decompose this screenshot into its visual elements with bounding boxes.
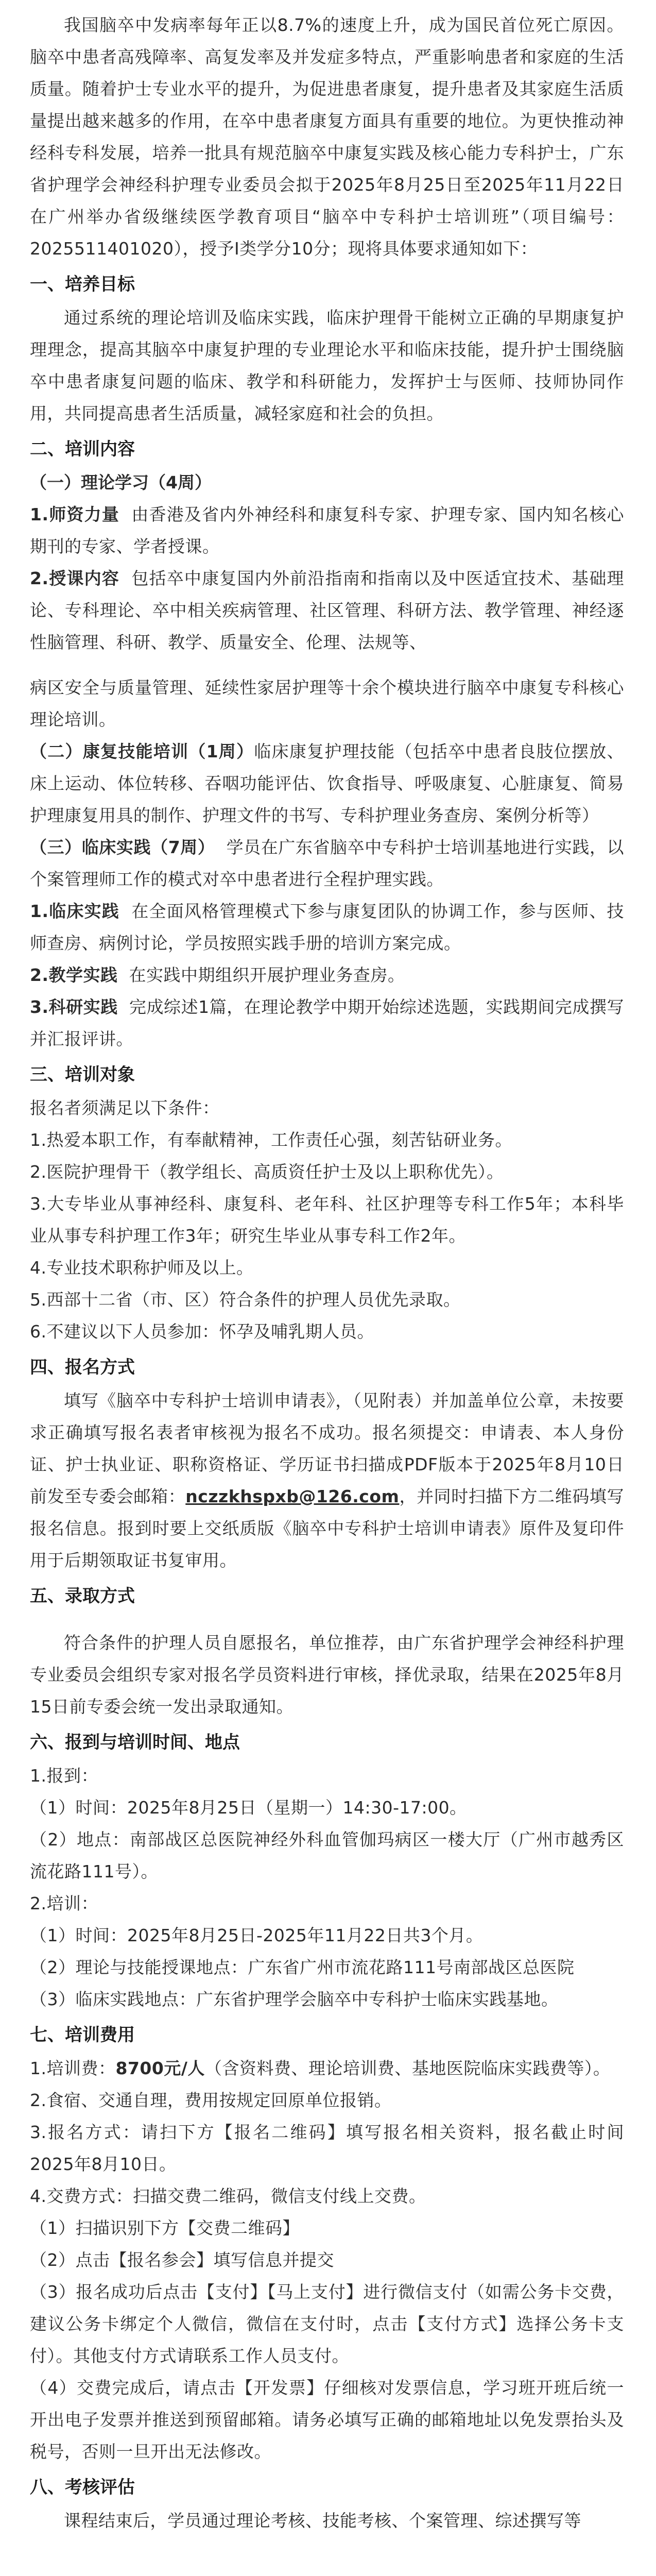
section-2-title: 二、培训内容 bbox=[30, 439, 135, 460]
payment-step: （2）点击【报名参会】填写信息并提交 bbox=[30, 2250, 334, 2270]
skills-subtitle: （二）康复技能培训（1周） bbox=[30, 741, 254, 761]
section-3-title: 三、培训对象 bbox=[30, 1064, 135, 1085]
requirement-item: 1.热爱本职工作，有奉献精神，工作责任心强，刻苦钻研业务。 bbox=[30, 1130, 512, 1150]
clinical-paragraph bbox=[30, 832, 624, 895]
requirement-item: 5.西部十二省（市、区）符合条件的护理人员优先录取。 bbox=[30, 1290, 461, 1310]
research-practice-paragraph bbox=[30, 991, 624, 1055]
checkin-time: （1）时间：2025年8月25日（星期一）14:30-17:00。 bbox=[30, 1798, 467, 1818]
faculty-label: 1.师资力量 bbox=[30, 504, 119, 524]
content-text: 包括卒中康复国内外前沿指南和指南以及中医适宜技术、基础理论、专科理论、卒中相关疾病管理、社区管理、科研方法、教学管理、神经逐性脑管理、科研、教学、质量安全、伦理、法规等、 bbox=[30, 568, 625, 652]
payment-step: （1）扫描识别下方【交费二维码】 bbox=[30, 2218, 300, 2238]
requirement-item: 6.不建议以下人员参加：怀孕及哺乳期人员。 bbox=[30, 1321, 374, 1342]
section-7-title: 七、培训费用 bbox=[30, 2025, 135, 2045]
teaching-practice-paragraph bbox=[30, 959, 624, 991]
skills-paragraph bbox=[30, 736, 624, 832]
requirement-item: 3.大专毕业从事神经科、康复科、老年科、社区护理等专科工作5年；本科毕业从事专科护理工作3年；研究生毕业从事专科工作2年。 bbox=[30, 1194, 624, 1246]
fee-value: 8700元/人 bbox=[115, 2058, 205, 2078]
faculty-text: 由香港及省内外神经科和康复科专家、护理专家、国内知名核心期刊的专家、学者授课。 bbox=[30, 504, 625, 556]
section-5-title: 五、录取方式 bbox=[30, 1586, 135, 1606]
content-paragraph bbox=[30, 563, 624, 658]
admission-text: 符合条件的护理人员自愿报名，单位推荐，由广东省护理学会神经科护理专业委员会组织专家对报名学员资料进行审核，择优录取，结果在2025年8月15日前专委会统一发出录取通知。 bbox=[30, 1633, 624, 1717]
section-6-title: 六、报到与培训时间、地点 bbox=[30, 1732, 240, 1753]
clinical-text: 学员在广东省脑卒中专科护士培训基地进行实践，以个案管理师工作的模式对卒中患者进行全程护理实践。 bbox=[30, 837, 624, 889]
training-label: 2.培训： bbox=[30, 1893, 98, 1913]
training-time: （1）时间：2025年8月25日-2025年11月22日共3个月。 bbox=[30, 1925, 484, 1945]
fee-detail: （含资料费、理论培训费、基地医院临床实践费等）。 bbox=[204, 2058, 611, 2078]
checkin-place: （2）地点：南部战区总医院神经外科血管伽玛病区一楼大厅（广州市越秀区流花路111号）。 bbox=[30, 1829, 624, 1882]
accommodation-note: 2.食宿、交通自理，费用按规定回原单位报销。 bbox=[30, 2090, 392, 2110]
training-clinic-place: （3）临床实践地点：广东省护理学会脑卒中专科护士临床实践基地。 bbox=[30, 1989, 559, 2009]
section-8-title: 八、考核评估 bbox=[30, 2477, 135, 2498]
research-practice-label: 3.科研实践 bbox=[30, 997, 118, 1017]
fee-paragraph bbox=[30, 2053, 624, 2084]
requirements-lead: 报名者须满足以下条件： bbox=[30, 1098, 220, 1118]
teaching-practice-text: 在实践中期组织开展护理业务查房。 bbox=[129, 965, 405, 985]
requirement-item: 2.医院护理骨干（教学组长、高质资任护士及以上职称优先）。 bbox=[30, 1162, 504, 1182]
payment-method: 4.交费方式：扫描交费二维码，微信支付线上交费。 bbox=[30, 2186, 426, 2206]
section-4-title: 四、报名方式 bbox=[30, 1357, 135, 1378]
content-text-continued: 病区安全与质量管理、延续性家居护理等十余个模块进行脑卒中康复专科核心理论培训。 bbox=[30, 677, 624, 730]
payment-step: （4）交费完成后，请点击【开发票】仔细核对发票信息，学习班开班后统一开出电子发票并推送到预留邮箱。请务必填写正确的邮箱地址以免发票抬头及税号，否则一旦开出无法修改。 bbox=[30, 2378, 624, 2462]
registration-text: 填写《脑卒中专科护士培训申请表》，（见附表）并加盖单位公章，未按要求正确填写报名表者审核视为报名不成功。报名须提交：申请表、本人身份证、护士执业证、职称资格证、学历证书扫描成PDF版本于2025年8月10日前发至专委会邮箱： bbox=[30, 1391, 624, 1506]
training-theory-place: （2）理论与技能授课地点：广东省广州市流花路111号南部战区总医院 bbox=[30, 1957, 575, 1977]
checkin-label: 1.报到： bbox=[30, 1766, 98, 1786]
clinical-practice-paragraph bbox=[30, 895, 624, 959]
content-label: 2.授课内容 bbox=[30, 568, 119, 588]
requirement-item: 4.专业技术职称护师及以上。 bbox=[30, 1258, 254, 1278]
registration-paragraph bbox=[30, 1385, 624, 1577]
registration-text-continued: ，并同时扫描下方二维码填写报名信息。报到时要上交纸质版《脑卒中专科护士培训申请表》原件及复印件用于后期领取证书复审用。 bbox=[30, 1486, 625, 1570]
research-practice-text: 完成综述1篇，在理论教学中期开始综述选题，实践期间完成撰写并汇报评讲。 bbox=[30, 997, 625, 1049]
intro-paragraph: 我国脑卒中发病率每年正以8.7%的速度上升，成为国民首位死亡原因。脑卒中患者高残障率、高复发率及并发症多特点，严重影响患者和家庭的生活质量。随着护士专业水平的提升，为促进患者康复，提升患者及其家庭生活质量提出越来越多的作用，在卒中患者康复方面具有重要的地位。为更快推动神经科专科发展，培养一批具有规范脑卒中康复实践及核心能力专科护士，广东省护理学会神经科护理专业委员会拟于2025年8月25日至2025年11月22日在广州举办省级继续医学教育项目“脑卒中专科护士培训班”（项目编号：2025511401020），授予Ⅰ类学分10分；现将具体要求通知如下： bbox=[30, 15, 624, 259]
faculty-paragraph bbox=[30, 499, 624, 563]
clinical-subtitle: （三）临床实践（7周） bbox=[30, 837, 215, 857]
email-link[interactable]: nczzkhspxb@126.com bbox=[185, 1486, 400, 1506]
registration-method: 3.报名方式：请扫下方【报名二维码】填写报名相关资料，报名截止时间2025年8月10日。 bbox=[30, 2122, 624, 2174]
fee-label: 1.培训费： bbox=[30, 2058, 116, 2078]
clinical-practice-label: 1.临床实践 bbox=[30, 901, 119, 921]
skills-text: 临床康复护理技能（包括卒中患者良肢位摆放、床上运动、体位转移、吞咽功能评估、饮食指导、呼吸康复、心脏康复、简易护理康复用具的制作、护理文件的书写、专科护理业务查房、案例分析等） bbox=[30, 741, 624, 825]
section-1-title: 一、培养目标 bbox=[30, 274, 135, 295]
theory-subtitle: （一）理论学习（4周） bbox=[30, 472, 212, 493]
teaching-practice-label: 2.教学实践 bbox=[30, 965, 118, 985]
payment-step: （3）报名成功后点击【支付】【马上支付】进行微信支付（如需公务卡交费，建议公务卡绑定个人微信，微信在支付时，点击【支付方式】选择公务卡支付）。其他支付方式请联系工作人员支付。 bbox=[30, 2282, 624, 2366]
clinical-practice-text: 在全面风格管理模式下参与康复团队的协调工作，参与医师、技师查房、病例讨论，学员按照实践手册的培训方案完成。 bbox=[30, 901, 625, 953]
assessment-text: 课程结束后，学员通过理论考核、技能考核、个案管理、综述撰写等 bbox=[64, 2511, 581, 2531]
section-1-text: 通过系统的理论培训及临床实践，临床护理骨干能树立正确的早期康复护理理念，提高其脑卒中康复护理的专业理论水平和临床技能，提升护士围绕脑卒中患者康复问题的临床、教学和科研能力，发挥护士与医师、技师协同作用，共同提高患者生活质量，减轻家庭和社会的负担。 bbox=[30, 308, 624, 423]
